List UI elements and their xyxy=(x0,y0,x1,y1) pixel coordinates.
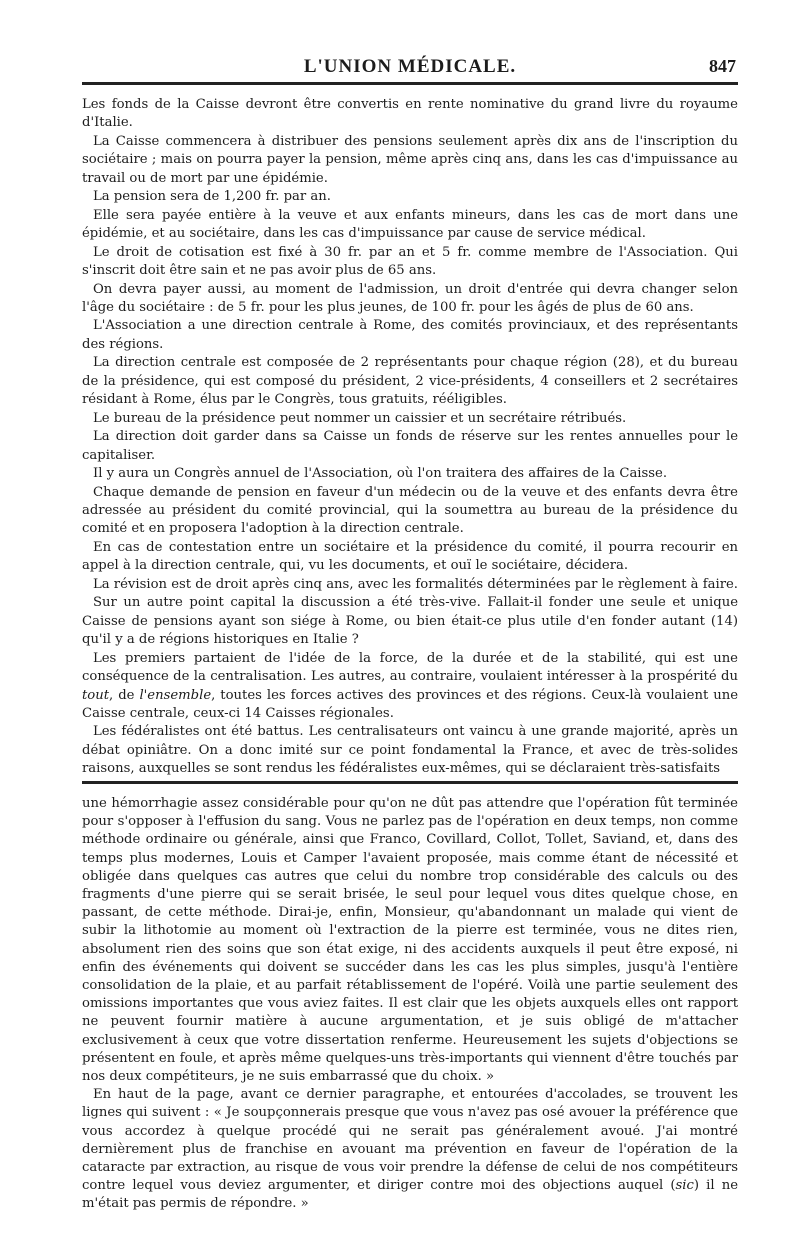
page-number: 847 xyxy=(709,56,736,76)
paragraph: Il y aura un Congrès annuel de l'Association, où l'on traitera des affaires de la Caisse. xyxy=(93,466,668,482)
upper-article xyxy=(82,96,738,779)
paragraph: Le droit de cotisation est fixé à 30 fr. par an et 5 fr. comme membre de l'Association. Qui s'inscrit doit être sain et ne pas avoir plus de 65 ans. xyxy=(82,244,738,279)
paragraph: La direction doit garder dans sa Caisse un fonds de réserve sur les rentes annuelles pour le capitaliser. xyxy=(82,429,738,463)
paragraph-centralisation xyxy=(82,650,738,724)
paragraph: Sur un autre point capital la discussion a été très-vive. Fallait-il fonder une seule et unique Caisse de pensions ayant son siége à Rome, ou bien était-ce plus utile d'en fonder autant (14) qu'il y a de régions historiques en Italie ? xyxy=(82,595,738,648)
paragraph: La pension sera de 1,200 fr. par an. xyxy=(93,189,331,205)
paragraph: La révision est de droit après cinq ans, avec les formalités déterminées par le règlement à faire. xyxy=(93,576,739,592)
text-run: , toutes les forces actives des provinces et des régions. Ceux-là voulaient une Caisse centrale, ceux-ci 14 Caisses régionales. xyxy=(82,687,738,721)
paragraph: Le bureau de la présidence peut nommer un caissier et un secrétaire rétribués. xyxy=(93,410,627,426)
paragraph-quote xyxy=(82,1086,738,1213)
feuilleton-article xyxy=(82,795,738,1214)
running-title: L'UNION MÉDICALE. xyxy=(303,56,517,77)
italic-text: l'ensemble xyxy=(139,687,212,703)
paragraph: Les fonds de la Caisse devront être convertis en rente nominative du grand livre du royaume d'Italie. xyxy=(82,97,738,131)
paragraph: On devra payer aussi, au moment de l'admission, un droit d'entrée qui devra changer selon l'âge du sociétaire : de 5 fr. pour les plus jeunes, de 100 fr. pour les âgés de plus de 60 ans. xyxy=(82,281,738,315)
paragraph: La direction centrale est composée de 2 représentants pour chaque région (28), et du bureau de la présidence, qui est composé du président, 2 vice-présidents, 4 conseillers et 2 secrétaires résidant à Rome, élus par le Congrès, tous gratuits, rééligibles. xyxy=(82,355,738,408)
text-run: Les premiers partaient de l'idée de la force, de la durée et de la stabilité, qui est une conséquence de la centralisation. Les autres, au contraire, voulaient intéresser à la prospérité du xyxy=(82,650,738,685)
paragraph: Elle sera payée entière à la veuve et aux enfants mineurs, dans les cas de mort dans une épidémie, et au sociétaire, dans les cas d'impuissance par cause de service médical. xyxy=(82,207,738,242)
paragraph: En cas de contestation entre un sociétaire et la présidence du comité, il pourra recourir en appel à la direction centrale, qui, vu les documents, et ouï le sociétaire, décidera. xyxy=(82,539,738,574)
paragraph: Chaque demande de pension en faveur d'un médecin ou de la veuve et des enfants devra être adressée au président du comité provincial, qui la soumettra au bureau de la présidence du comité et en proposera l'adoption à la direction centrale. xyxy=(82,484,738,537)
paragraph: L'Association a une direction centrale à Rome, des comités provinciaux, et des représentants des régions. xyxy=(82,318,738,352)
paragraph: une hémorrhagie assez considérable pour qu'on ne dût pas attendre que l'opération fût terminée pour s'opposer à l'effusion du sang. Vous ne parlez pas de l'opération en deux temps, non comme méthode ordinaire ou générale, ainsi que Franco, Covillard, Collot, Tollet, Saviand, et, dans des temps plus modernes, Louis et Camper l'avaient proposée, mais comme étant de nécessité et obligée dans quelques cas autres que celui du nombre trop considérable des calculs ou des fragments d'une pierre qui se serait brisée, le seul pour lequel vous dites quelque chose, en passant, de cette méthode. Dirai-je, enfin, Monsieur, qu'abandonnant un malade qui vient de subir la lithotomie au moment où l'extraction de la pierre est terminée, vous ne dites rien, absolument rien des soins que son état exige, ni des accidents auxquels il peut être exposé, ni enfin des événements qui doivent se succéder dans les cas les plus simples, jusqu'à l'entière consolidation de la plaie, et au parfait rétablissement de l'opéré. Voilà une partie seulement des omissions importantes que vous aviez faites. Il est clair que les objets auxquels elles ont rapport ne peuvent fournir matière à aucune argumentation, et je suis obligé de m'attacher exclusivement à ceux que votre dissertation renferme. Heureusement les sujets d'objections se présentent en foule, et après même quelques-uns très-importants qui viennent d'être touchés par nos deux compétiteurs, je ne suis embarrassé que du choix. » xyxy=(82,796,738,1085)
text-run: , de xyxy=(109,687,140,703)
header-rule xyxy=(82,82,738,85)
page-header xyxy=(80,54,740,84)
feuilleton-rule xyxy=(82,781,738,784)
paragraph: La Caisse commencera à distribuer des pensions seulement après dix ans de l'inscription du sociétaire ; mais on pourra payer la pension, même après cinq ans, dans les cas d'impuissance au travail ou de mort par une épidémie. xyxy=(82,133,738,186)
italic-text: sic xyxy=(675,1178,694,1194)
italic-text: tout xyxy=(82,687,110,703)
paragraph: Les fédéralistes ont été battus. Les centralisateurs ont vaincu à une grande majorité, après un débat opiniâtre. On a donc imité sur ce point fondamental la France, et avec de très-solides raisons, auxquelles se sont rendus les fédéralistes eux-mêmes, qui se déclaraient très-satisfaits xyxy=(82,724,738,777)
text-run: En haut de la page, avant ce dernier paragraphe, et entourées d'accolades, se trouvent les lignes qui suivent : « Je soupçonnerais presque que vous n'avez pas osé avouer la préférence que vous accordez à quelque procédé qui ne serait pas généralement avoué. J'ai montré dernièrement plus de franchise en avouant ma prévention en faveur de l'opération de la cataracte par extraction, au risque de vous voir prendre la défense de celui de nos compétiteurs contre lequel vous deviez argumenter, et diriger contre moi des objections auquel ( xyxy=(82,1087,738,1194)
text-run: ) il ne m'était pas permis de répondre. » xyxy=(82,1178,738,1212)
